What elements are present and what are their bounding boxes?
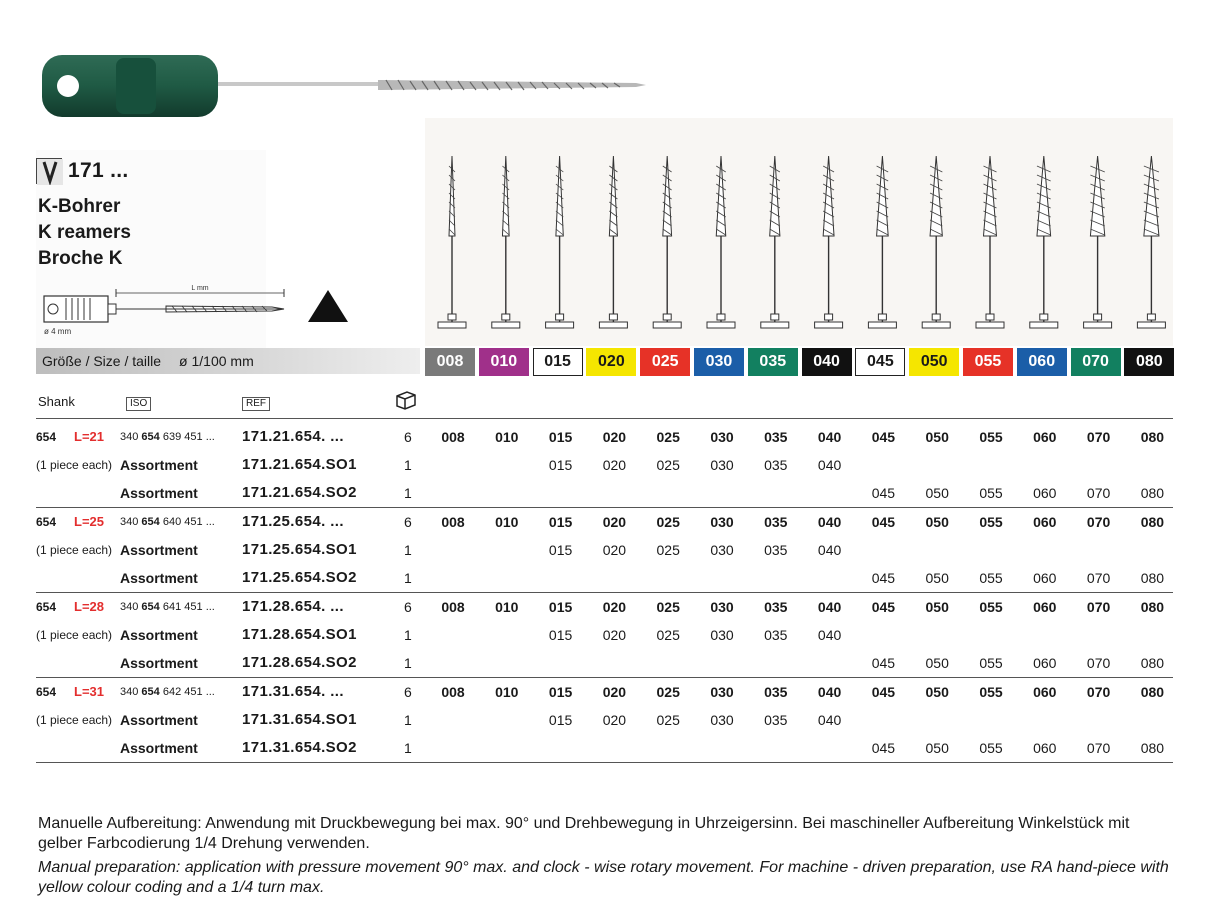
- pack-quantity: 1: [404, 712, 412, 728]
- instrument-tip: [546, 156, 574, 328]
- size-cell: 010: [495, 429, 519, 445]
- instrument-tip: [1084, 156, 1112, 328]
- size-cell: 040: [817, 684, 842, 700]
- size-cell: 035: [764, 599, 788, 615]
- table-row: [36, 649, 1173, 677]
- pack-quantity: 6: [404, 599, 412, 615]
- assortment-label: Assortment: [120, 740, 198, 756]
- header-iso: ISO: [126, 397, 151, 411]
- instrument-symbol-icon: [36, 158, 62, 184]
- ref-number: 171.31.654. ...: [242, 683, 344, 700]
- size-cell: 070: [1086, 684, 1111, 700]
- size-cell: 055: [979, 570, 1003, 586]
- size-cell: 045: [871, 570, 896, 586]
- size-cell: 070: [1086, 740, 1111, 756]
- ref-number: 171.25.654.SO1: [242, 541, 357, 558]
- shank-code: 654: [36, 685, 57, 699]
- pack-quantity: 1: [404, 570, 412, 586]
- piece-note: (1 piece each): [36, 543, 113, 557]
- size-label: Größe / Size / taille: [42, 353, 162, 369]
- size-cell: 080: [1140, 485, 1165, 501]
- size-cell: 060: [1033, 514, 1057, 530]
- size-cell: 015: [548, 429, 573, 445]
- size-cell: 055: [979, 740, 1003, 756]
- table-row: [36, 536, 1173, 564]
- header-ref: REF: [242, 397, 270, 411]
- size-cell: 050: [925, 570, 949, 586]
- size-bar: [36, 348, 420, 374]
- size-cell: 030: [710, 599, 734, 615]
- note-english: Manual preparation: application with pressure movement 90° max. and clock - wise rotary movement. For machine - driven preparation, use RA hand-piece with yellow colour coding and a 1/4 turn max.: [38, 859, 1169, 896]
- size-cell: 040: [817, 712, 842, 728]
- instrument-tip: [707, 156, 735, 328]
- pack-quantity: 1: [404, 740, 412, 756]
- pack-quantity: 6: [404, 429, 412, 445]
- size-cell: 015: [548, 627, 573, 643]
- ref-number: 171.21.654.SO1: [242, 456, 357, 473]
- size-cell: 060: [1033, 485, 1057, 501]
- instrument-tip: [438, 156, 466, 328]
- size-cell: 025: [656, 599, 680, 615]
- package-icon: [395, 390, 417, 410]
- size-cell: 040: [817, 514, 842, 530]
- size-cell: 030: [710, 684, 734, 700]
- instrument-tip: [761, 156, 789, 328]
- shank-code: 654: [36, 600, 57, 614]
- table-row: [36, 451, 1173, 479]
- size-cell: 008: [441, 514, 465, 530]
- size-cell: 040: [817, 457, 842, 473]
- size-cell: 020: [602, 514, 627, 530]
- size-cell: 070: [1086, 599, 1111, 615]
- size-chip: 045: [855, 348, 905, 376]
- size-cell: 015: [548, 684, 573, 700]
- size-cell: 020: [602, 429, 627, 445]
- table-row: [36, 508, 1173, 536]
- length-label: L=25: [74, 514, 104, 529]
- shank-code: 654: [36, 515, 57, 529]
- size-cell: 050: [925, 684, 949, 700]
- assortment-label: Assortment: [120, 542, 198, 558]
- size-cell: 020: [602, 684, 627, 700]
- instrument-tip: [653, 156, 681, 328]
- assortment-label: Assortment: [120, 712, 198, 728]
- instrument-photo: [36, 40, 656, 130]
- size-chip: 055: [963, 348, 1013, 376]
- size-cell: 055: [979, 429, 1003, 445]
- instrument-tip: [868, 156, 896, 328]
- size-cell: 080: [1140, 684, 1165, 700]
- size-cell: 020: [602, 627, 627, 643]
- size-cell: 060: [1033, 570, 1057, 586]
- piece-note: (1 piece each): [36, 628, 113, 642]
- size-cell: 010: [495, 684, 519, 700]
- size-cell: 010: [495, 514, 519, 530]
- table-row: [36, 706, 1173, 734]
- size-cell: 035: [764, 457, 788, 473]
- size-cell: 030: [710, 627, 734, 643]
- size-chip: 035: [748, 348, 798, 376]
- size-cell: 035: [764, 627, 788, 643]
- size-cell: 040: [817, 599, 842, 615]
- size-cell: 060: [1033, 684, 1057, 700]
- ref-number: 171.25.654.SO2: [242, 569, 357, 586]
- size-cell: 045: [871, 599, 896, 615]
- ref-number: 171.21.654.SO2: [242, 484, 357, 501]
- table-row: [36, 564, 1173, 592]
- pack-quantity: 1: [404, 485, 412, 501]
- pack-quantity: 1: [404, 655, 412, 671]
- ref-number: 171.25.654. ...: [242, 513, 344, 530]
- size-cell: 045: [871, 740, 896, 756]
- table-row: [36, 734, 1173, 762]
- iso-number: 340 654 639 451 ...: [120, 431, 215, 443]
- size-cell: 035: [764, 514, 788, 530]
- shank-code: 654: [36, 430, 57, 444]
- size-chip: 015: [533, 348, 583, 376]
- size-cell: 040: [817, 429, 842, 445]
- size-cell: 050: [925, 655, 949, 671]
- size-chip: 060: [1017, 348, 1067, 376]
- pack-quantity: 1: [404, 457, 412, 473]
- size-cell: 050: [925, 429, 949, 445]
- note-german: Manuelle Aufbereitung: Anwendung mit Druckbewegung bei max. 90° und Drehbewegung in Uhrzeigersinn. Bei maschineller Aufbereitung Winkelstück mit gelber Farbcodierung 1/4 Drehung verwenden.: [38, 815, 1130, 852]
- size-cell: 050: [925, 514, 949, 530]
- size-cell: 070: [1086, 570, 1111, 586]
- size-cell: 030: [710, 457, 734, 473]
- size-cell: 030: [710, 542, 734, 558]
- size-chips: [425, 348, 1178, 376]
- group-divider: [36, 762, 1173, 763]
- length-label: L=21: [74, 429, 104, 444]
- instrument-tip: [492, 156, 520, 328]
- table-row: [36, 423, 1173, 451]
- size-cell: 060: [1033, 599, 1057, 615]
- size-cell: 055: [979, 655, 1003, 671]
- size-cell: 080: [1140, 570, 1165, 586]
- header-shank: Shank: [38, 394, 75, 409]
- size-cell: 008: [441, 429, 465, 445]
- size-cell: 055: [979, 684, 1003, 700]
- piece-note: (1 piece each): [36, 458, 113, 472]
- size-cell: 060: [1033, 655, 1057, 671]
- assortment-label: Assortment: [120, 485, 198, 501]
- size-cell: 025: [656, 627, 680, 643]
- product-name-de: K-Bohrer: [38, 196, 121, 217]
- size-cell: 070: [1086, 514, 1111, 530]
- table-top-rule: [36, 418, 1173, 419]
- size-cell: 035: [764, 684, 788, 700]
- size-cell: 050: [925, 599, 949, 615]
- size-cell: 035: [764, 429, 788, 445]
- ref-number: 171.21.654. ...: [242, 428, 344, 445]
- instrument-diagram: [36, 282, 356, 342]
- size-cell: 045: [871, 429, 896, 445]
- length-label: L=31: [74, 684, 104, 699]
- size-cell: 055: [979, 599, 1003, 615]
- size-cell: 070: [1086, 485, 1111, 501]
- size-cell: 025: [656, 457, 680, 473]
- size-cell: 008: [441, 599, 465, 615]
- size-cell: 070: [1086, 429, 1111, 445]
- size-cell: 080: [1140, 655, 1165, 671]
- size-cell: 055: [979, 485, 1003, 501]
- product-name-fr: Broche K: [38, 248, 123, 269]
- size-cell: 040: [817, 627, 842, 643]
- size-cell: 060: [1033, 740, 1057, 756]
- size-cell: 045: [871, 655, 896, 671]
- instrument-tip: [599, 156, 627, 328]
- size-cell: 015: [548, 514, 573, 530]
- size-cell: 015: [548, 457, 573, 473]
- instrument-tip: [815, 156, 843, 328]
- product-name-en: K reamers: [38, 222, 131, 243]
- assortment-label: Assortment: [120, 627, 198, 643]
- ref-number: 171.28.654.SO1: [242, 626, 357, 643]
- size-cell: 025: [656, 684, 680, 700]
- size-cell: 045: [871, 684, 896, 700]
- diagram-diameter-label: ø 4 mm: [44, 327, 72, 336]
- ref-number: 171.28.654. ...: [242, 598, 344, 615]
- size-cell: 080: [1140, 514, 1165, 530]
- size-cell: 015: [548, 599, 573, 615]
- table-row: [36, 479, 1173, 507]
- size-cell: 020: [602, 457, 627, 473]
- size-cell: 020: [602, 599, 627, 615]
- table-row: [36, 593, 1173, 621]
- size-cell: 070: [1086, 655, 1111, 671]
- size-chip: 070: [1071, 348, 1121, 376]
- size-cell: 035: [764, 712, 788, 728]
- product-number-row: [36, 158, 128, 184]
- diagram-length-label: L mm: [191, 285, 209, 292]
- length-label: L=28: [74, 599, 104, 614]
- iso-number: 340 654 640 451 ...: [120, 516, 215, 528]
- pack-quantity: 6: [404, 684, 412, 700]
- assortment-label: Assortment: [120, 457, 198, 473]
- size-cell: 015: [548, 542, 573, 558]
- size-chip: 025: [640, 348, 690, 376]
- size-cell: 030: [710, 429, 734, 445]
- pack-quantity: 6: [404, 514, 412, 530]
- instrument-tip: [1137, 156, 1165, 328]
- piece-note: (1 piece each): [36, 713, 113, 727]
- size-chip: 030: [694, 348, 744, 376]
- size-diameter: ø 1/100 mm: [179, 353, 254, 369]
- instrument-tip: [1030, 156, 1058, 328]
- size-chip: 050: [909, 348, 959, 376]
- instrument-tip: [976, 156, 1004, 328]
- size-cell: 020: [602, 542, 627, 558]
- iso-number: 340 654 642 451 ...: [120, 686, 215, 698]
- size-cell: 020: [602, 712, 627, 728]
- size-cell: 045: [871, 514, 896, 530]
- ref-number: 171.28.654.SO2: [242, 654, 357, 671]
- product-number: 171 ...: [68, 159, 129, 182]
- size-cell: 030: [710, 712, 734, 728]
- pack-quantity: 1: [404, 627, 412, 643]
- assortment-label: Assortment: [120, 570, 198, 586]
- size-cell: 025: [656, 514, 680, 530]
- iso-number: 340 654 641 451 ...: [120, 601, 215, 613]
- size-cell: 050: [925, 740, 949, 756]
- size-chip: 010: [479, 348, 529, 376]
- size-cell: 055: [979, 514, 1003, 530]
- size-cell: 060: [1033, 429, 1057, 445]
- size-cell: 025: [656, 542, 680, 558]
- size-cell: 080: [1140, 599, 1165, 615]
- table-row: [36, 678, 1173, 706]
- size-chip: 080: [1124, 348, 1174, 376]
- size-cell: 008: [441, 684, 465, 700]
- size-cell: 040: [817, 542, 842, 558]
- size-chip: 020: [586, 348, 636, 376]
- size-cell: 030: [710, 514, 734, 530]
- size-cell: 025: [656, 429, 680, 445]
- size-cell: 080: [1140, 429, 1165, 445]
- assortment-label: Assortment: [120, 655, 198, 671]
- size-cell: 045: [871, 485, 896, 501]
- instrument-tip: [922, 156, 950, 328]
- size-cell: 015: [548, 712, 573, 728]
- size-cell: 010: [495, 599, 519, 615]
- size-cell: 035: [764, 542, 788, 558]
- size-cell: 025: [656, 712, 680, 728]
- ref-number: 171.31.654.SO1: [242, 711, 357, 728]
- size-cell: 080: [1140, 740, 1165, 756]
- instrument-tips-panel: [425, 118, 1173, 346]
- pack-quantity: 1: [404, 542, 412, 558]
- ref-number: 171.31.654.SO2: [242, 739, 357, 756]
- table-row: [36, 621, 1173, 649]
- size-cell: 050: [925, 485, 949, 501]
- size-chip: 040: [802, 348, 852, 376]
- triangle-symbol-icon: [308, 290, 348, 322]
- size-chip: 008: [425, 348, 475, 376]
